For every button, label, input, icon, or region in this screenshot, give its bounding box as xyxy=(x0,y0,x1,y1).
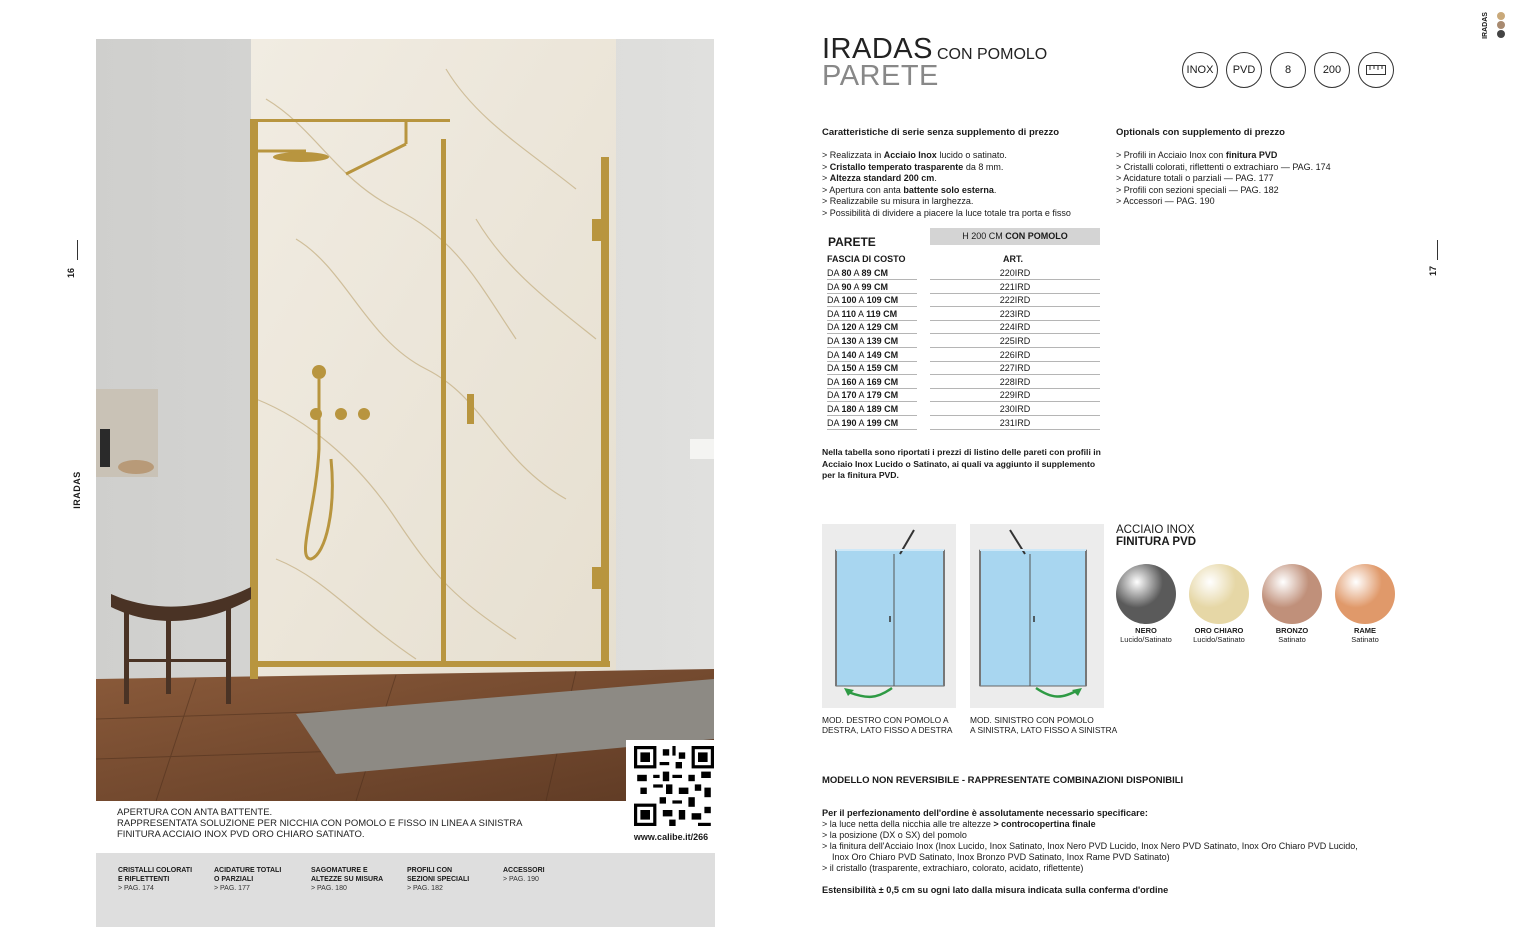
art-cell: 224IRD xyxy=(930,321,1100,334)
table-title: PARETE xyxy=(828,235,876,249)
art-cell: 226IRD xyxy=(930,349,1100,362)
swatch-nero[interactable] xyxy=(1116,564,1176,624)
table-row xyxy=(826,403,1100,417)
list-item: Inox Oro Chiaro PVD Satinato, Inox Bronzo PVD Satinato, Inox Rame PVD Satinato) xyxy=(832,852,1170,862)
art-cell: 227IRD xyxy=(930,362,1100,375)
pvd-badge-icon: PVD xyxy=(1226,52,1262,88)
swatch-bronzo[interactable] xyxy=(1262,564,1322,624)
art-cell: 229IRD xyxy=(930,389,1100,402)
list-item: > Accessori — PAG. 190 xyxy=(1116,196,1396,208)
page-number-right: 17 xyxy=(1432,240,1444,280)
tab-dot xyxy=(1497,21,1505,29)
range-cell: DA 130 A 139 CM xyxy=(827,335,917,348)
caption-line: FINITURA ACCIAIO INOX PVD ORO CHIARO SATINATO. xyxy=(117,829,365,840)
diagram-caption-right: MOD. DESTRO CON POMOLO A DESTRA, LATO FISSO A DESTRA xyxy=(822,715,953,735)
swatch-rame[interactable] xyxy=(1335,564,1395,624)
table-row xyxy=(826,308,1100,322)
caption-line: APERTURA CON ANTA BATTENTE. xyxy=(117,807,273,818)
col-header-art: ART. xyxy=(1003,254,1023,264)
table-row xyxy=(826,376,1100,390)
option-custom-shapes[interactable]: SAGOMATURE E ALTEZZE SU MISURA > PAG. 180 xyxy=(311,867,384,892)
features-heading: Caratteristiche di serie senza supplemento di prezzo xyxy=(822,127,1060,138)
optionals-heading: Optionals con supplemento di prezzo xyxy=(1116,127,1285,138)
side-label-iradas: IRADAS xyxy=(71,471,82,509)
range-cell: DA 90 A 99 CM xyxy=(827,281,917,294)
col-header-range: FASCIA DI COSTO xyxy=(827,254,906,264)
art-cell: 230IRD xyxy=(930,403,1100,416)
finish-title: ACCIAIO INOX FINITURA PVD xyxy=(1116,524,1197,548)
features-list xyxy=(822,150,1112,219)
diagram-left-model xyxy=(970,524,1104,708)
list-item: > Altezza standard 200 cm. xyxy=(822,173,1112,185)
list-item: > Possibilità di dividere a piacere la luce totale tra porta e fisso xyxy=(822,208,1112,220)
option-special-profiles[interactable]: PROFILI CON SEZIONI SPECIALI > PAG. 182 xyxy=(407,867,470,892)
list-item: > Realizzabile su misura in larghezza. xyxy=(822,196,1112,208)
art-cell: 221IRD xyxy=(930,281,1100,294)
table-note: Nella tabella sono riportati i prezzi di listino delle pareti con profili in Acciaio Inox Lucido o Satinato, ai quali va aggiunto il supplemento per la finitura PVD. xyxy=(822,447,1101,480)
list-item: > Profili in Acciaio Inox con finitura PVD xyxy=(1116,150,1396,162)
table-row xyxy=(826,389,1100,403)
non-reversible-note: MODELLO NON REVERSIBILE - RAPPRESENTATE COMBINAZIONI DISPONIBILI xyxy=(822,775,1184,786)
art-cell: 228IRD xyxy=(930,376,1100,389)
swatch-label: RAME Satinato xyxy=(1351,626,1379,644)
product-variant: CON POMOLO xyxy=(937,46,1048,63)
art-cell: 223IRD xyxy=(930,308,1100,321)
qr-code[interactable] xyxy=(634,746,714,826)
list-item: > la luce netta della nicchia alle tre altezze > controcopertina finale xyxy=(822,819,1402,830)
order-list xyxy=(822,819,1402,874)
options-strip xyxy=(96,853,715,927)
art-cell: 225IRD xyxy=(930,335,1100,348)
range-cell: DA 190 A 199 CM xyxy=(827,417,917,430)
tab-dot xyxy=(1497,30,1505,38)
list-item: > la posizione (DX o SX) del pomolo xyxy=(822,830,1402,841)
table-row xyxy=(826,321,1100,335)
diagram-caption-left: MOD. SINISTRO CON POMOLO A SINISTRA, LATO FISSO A SINISTRA xyxy=(970,715,1118,735)
list-item: > Apertura con anta battente solo esterna. xyxy=(822,185,1112,197)
order-heading: Per il perfezionamento dell'ordine è assolutamente necessario specificare: xyxy=(822,808,1148,818)
tab-dot xyxy=(1497,12,1505,20)
range-cell: DA 160 A 169 CM xyxy=(827,376,917,389)
table-row xyxy=(826,294,1100,308)
table-row xyxy=(826,417,1100,431)
table-row xyxy=(826,362,1100,376)
list-item: > la finitura dell'Acciaio Inox (Inox Lucido, Inox Satinato, Inox Nero PVD Lucido, Inox Nero PVD Satinato, Inox Oro Chiaro PVD Lucido, xyxy=(822,841,1402,852)
table-row xyxy=(826,281,1100,295)
range-cell: DA 140 A 149 CM xyxy=(827,349,917,362)
list-item: > Cristallo temperato trasparente da 8 mm. xyxy=(822,162,1112,174)
product-title: IRADAS xyxy=(822,33,933,65)
caption-line: RAPPRESENTATA SOLUZIONE PER NICCHIA CON POMOLO E FISSO IN LINEA A SINISTRA xyxy=(117,818,523,829)
page-number-left: 16 xyxy=(72,240,84,280)
list-item: > il cristallo (trasparente, extrachiaro, colorato, acidato, riflettente) xyxy=(822,863,1402,874)
side-tab[interactable]: IRADAS xyxy=(1480,12,1510,42)
list-item: > Acidature totali o parziali — PAG. 177 xyxy=(1116,173,1396,185)
swatch-label: NERO Lucido/Satinato xyxy=(1120,626,1172,644)
swatch-label: BRONZO Satinato xyxy=(1275,626,1309,644)
option-etching[interactable]: ACIDATURE TOTALI O PARZIALI > PAG. 177 xyxy=(214,867,282,892)
swatch-oro-chiaro[interactable] xyxy=(1189,564,1249,624)
art-cell: 222IRD xyxy=(930,294,1100,307)
list-item: > Profili con sezioni speciali — PAG. 182 xyxy=(1116,185,1396,197)
glass-thickness-icon: 8 xyxy=(1270,52,1306,88)
option-colored-glass[interactable]: CRISTALLI COLORATI E RIFLETTENTI > PAG. 174 xyxy=(118,867,193,892)
range-cell: DA 100 A 109 CM xyxy=(827,294,917,307)
qr-code-box xyxy=(626,740,716,850)
qr-url[interactable]: www.calibe.it/266 xyxy=(633,832,709,842)
table-row xyxy=(826,349,1100,363)
range-cell: DA 120 A 129 CM xyxy=(827,321,917,334)
range-cell: DA 150 A 159 CM xyxy=(827,362,917,375)
product-subtitle: PARETE xyxy=(822,60,939,92)
table-header-height: H 200 CM CON POMOLO xyxy=(930,228,1100,245)
range-cell: DA 110 A 119 CM xyxy=(827,308,917,321)
optionals-list xyxy=(1116,150,1396,208)
shower-product-photo xyxy=(96,39,714,801)
range-cell: DA 80 A 89 CM xyxy=(827,267,917,280)
diagram-right-model xyxy=(822,524,956,708)
table-row xyxy=(826,267,1100,281)
range-cell: DA 180 A 189 CM xyxy=(827,403,917,416)
art-cell: 231IRD xyxy=(930,417,1100,430)
list-item: > Realizzata in Acciaio Inox lucido o satinato. xyxy=(822,150,1112,162)
tolerance-note: Estensibilità ± 0,5 cm su ogni lato dalla misura indicata sulla conferma d'ordine xyxy=(822,885,1169,895)
range-cell: DA 170 A 179 CM xyxy=(827,389,917,402)
table-row xyxy=(826,335,1100,349)
inox-badge-icon: INOX xyxy=(1182,52,1218,88)
option-accessories[interactable]: ACCESSORI > PAG. 190 xyxy=(503,867,545,883)
list-item: > Cristalli colorati, riflettenti o extrachiaro — PAG. 174 xyxy=(1116,162,1396,174)
art-cell: 220IRD xyxy=(930,267,1100,280)
ruler-icon xyxy=(1358,52,1394,88)
height-icon: 200 xyxy=(1314,52,1350,88)
swatch-label: ORO CHIARO Lucido/Satinato xyxy=(1193,626,1245,644)
photo-caption xyxy=(117,807,522,840)
